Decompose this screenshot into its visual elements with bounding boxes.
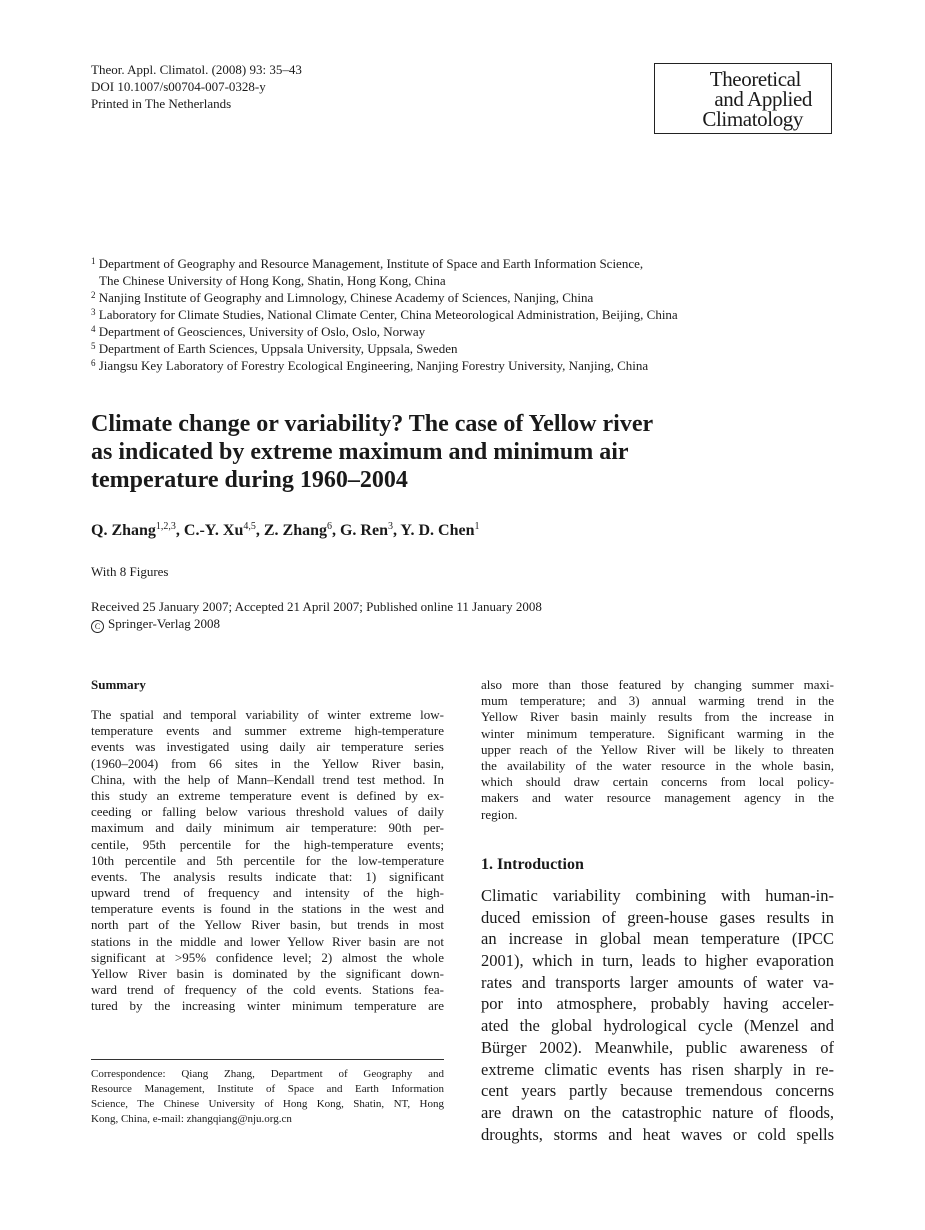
author: Y. D. Chen: [400, 522, 475, 539]
text-line: Resource Management, Institute of Space and Earth Information: [91, 1083, 444, 1095]
text-line: region.: [481, 806, 518, 822]
text-line: ceeding or falling below various threshold values of daily: [91, 804, 444, 820]
affiliation-item: The Chinese University of Hong Kong, Shatin, Hong Kong, China: [99, 273, 446, 288]
text-line: maximum and daily minimum air temperature: 90th per-: [91, 820, 444, 836]
author: Q. Zhang: [91, 522, 156, 539]
received-dates: Received 25 January 2007; Accepted 21 April 2007; Published online 11 January 2008: [91, 599, 542, 614]
text-line: 2001), which in turn, leads to higher evaporation: [481, 951, 834, 971]
correspondence-footnote: [91, 1067, 444, 1127]
text-line: are drawn on the catastrophic nature of floods,: [481, 1102, 834, 1122]
affiliation-item: $^3$ Laboratory for Climate Studies, National Climate Center, China Meteorological Administration, Beijing, China: [91, 307, 678, 322]
text-line: tured by the increasing winter minimum temperature are: [91, 998, 444, 1014]
text-line: this study an extreme temperature event is defined by ex-: [91, 787, 444, 803]
text-line: mum temperature; and 3) annual warming trend in the: [481, 693, 834, 709]
text-line: temperature events and summer extreme high-temperature: [91, 723, 444, 739]
text-line: Kong, China, e-mail: zhangqiang@nju.org.cn: [91, 1113, 292, 1125]
copyright-line: C Springer-Verlag 2008: [91, 615, 542, 633]
text-line: ward trend of frequency of the cold events. Stations fea-: [91, 982, 444, 998]
logo-line-3: Climatology: [702, 107, 803, 131]
affiliations: [91, 255, 678, 374]
text-line: makers and water resource management agency in the: [481, 790, 834, 806]
affiliation-item: $^1$ Department of Geography and Resource Management, Institute of Space and Earth Information Science,: [91, 256, 644, 271]
text-line: stations in the middle and lower Yellow River basin are not: [91, 933, 444, 949]
journal-reference: Theor. Appl. Climatol. (2008) 93: 35–43: [91, 62, 302, 77]
summary-heading: Summary: [91, 677, 146, 692]
journal-meta: [91, 61, 302, 112]
text-line: por into atmosphere, probably having acceler-: [481, 994, 834, 1014]
text-line: The spatial and temporal variability of winter extreme low-: [91, 707, 444, 722]
text-line: upper reach of the Yellow River will be likely to threaten: [481, 741, 834, 757]
author: Z. Zhang: [263, 522, 327, 539]
author: C.-Y. Xu: [183, 522, 244, 539]
text-line: droughts, storms and heat waves or cold spells: [481, 1124, 834, 1144]
doi: DOI 10.1007/s00704-007-0328-y: [91, 79, 266, 94]
summary-text-left: [91, 707, 444, 1015]
logo-line-1: Theoretical: [709, 67, 801, 91]
text-line: the availability of the water resource in the whole basin,: [481, 757, 834, 773]
text-line: (1960–2004) from 66 sites in the Yellow River basin,: [91, 755, 444, 771]
text-line: duced emission of green-house gases results in: [481, 907, 834, 927]
affiliation-item: $^6$ Jiangsu Key Laboratory of Forestry Ecological Engineering, Nanjing Forestry University, Nanjing, China: [91, 358, 649, 373]
text-line: north part of the Yellow River basin, but trends in most: [91, 917, 444, 933]
affiliation-item: $^2$ Nanjing Institute of Geography and Limnology, Chinese Academy of Sciences, Nanjing, China: [91, 290, 594, 305]
text-line: temperature events is found in the stations in the west and: [91, 901, 444, 917]
logo-line-2: and Applied: [714, 87, 812, 111]
text-line: China, with the help of Mann–Kendall trend test method. In: [91, 771, 444, 787]
text-line: Climatic variability combining with human-in-: [481, 886, 834, 905]
author: G. Ren: [339, 522, 388, 539]
copyright-icon: C: [91, 620, 104, 633]
text-line: an increase in global mean temperature (IPCC: [481, 929, 834, 949]
summary-text-right: [481, 677, 834, 823]
text-line: Correspondence: Qiang Zhang, Department of Geography and: [91, 1068, 444, 1080]
affiliation-item: $^5$ Department of Earth Sciences, Uppsala University, Uppsala, Sweden: [91, 341, 458, 356]
printed-in: Printed in The Netherlands: [91, 96, 232, 111]
introduction-text: [481, 885, 834, 1145]
text-line: Bürger 2002). Meanwhile, public awareness of: [481, 1037, 834, 1057]
text-line: upward trend of frequency and intensity of the high-: [91, 885, 444, 901]
text-line: significant at >95% confidence level; 2) almost the whole: [91, 949, 444, 965]
footnote-divider: [91, 1059, 444, 1060]
text-line: 10th percentile and 5th percentile for the low-temperature: [91, 852, 444, 868]
text-line: extreme climatic events has risen sharply in re-: [481, 1059, 834, 1079]
text-line: winter minimum temperature. Significant warming in the: [481, 725, 834, 741]
text-line: centile, 95th percentile for the high-temperature events;: [91, 836, 444, 852]
text-line: Yellow River basin is dominated by the significant down-: [91, 966, 444, 981]
text-line: Science, The Chinese University of Hong Kong, Shatin, NT, Hong: [91, 1098, 444, 1110]
text-line: events. The analysis results indicate that: 1) significant: [91, 868, 444, 884]
introduction-heading: 1. Introduction: [481, 856, 584, 873]
text-line: events was investigated using daily air temperature series: [91, 739, 444, 755]
affiliation-item: $^4$ Department of Geosciences, University of Oslo, Oslo, Norway: [91, 324, 426, 339]
text-line: which should draw certain concerns from local policy-: [481, 774, 834, 790]
figures-note: With 8 Figures: [91, 564, 169, 579]
publication-history: [91, 598, 542, 633]
journal-logo: [654, 63, 832, 134]
text-line: Yellow River basin mainly results from the increase in: [481, 709, 834, 725]
author-list: Q. Zhang$^{1,2,3}$, C.-Y. Xu$^{4,5}$, Z. Zhang$^6$, G. Ren$^3$, Y. D. Chen$^1$: [91, 521, 480, 539]
text-line: also more than those featured by changing summer maxi-: [481, 677, 834, 692]
text-line: ated the global hydrological cycle (Menzel and: [481, 1016, 834, 1036]
text-line: rates and transports larger amounts of water va-: [481, 972, 834, 992]
text-line: cent years partly because tremendous concerns: [481, 1081, 834, 1101]
paper-title: Climate change or variability? The case of Yellow river as indicated by extreme maximum and minimum air temperature during 1960–2004: [91, 411, 654, 493]
